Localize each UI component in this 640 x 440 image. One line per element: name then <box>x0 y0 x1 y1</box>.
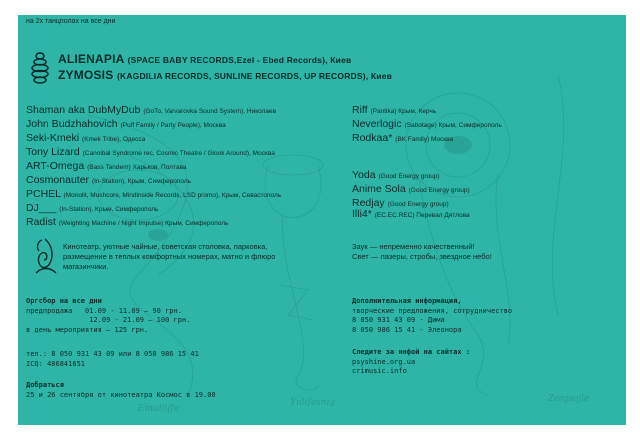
artist-meta: (GoTo, Varvarovka Sound System), Николаев <box>143 108 277 115</box>
site-link[interactable]: psyshine.org.ua <box>352 357 416 366</box>
snail-icon <box>32 237 58 275</box>
venue-line: Кинотеатр, уютные чайные, советская столовка, парковка, <box>63 242 268 251</box>
additional-phone: 8 050 931 43 09 - Дима <box>352 316 445 324</box>
svg-text:Emulliffe: Emulliffe <box>138 404 180 414</box>
artist-row <box>26 216 281 230</box>
artist-meta: (Bass Tandem) Харьков, Полтава <box>87 164 187 171</box>
artist-row <box>352 208 470 222</box>
tickets-title: Оргсбор на все дни <box>26 297 102 305</box>
artist-meta: (In-Station), Крым, Симферополь <box>59 206 159 213</box>
artist-meta: (Kmek Tribe), Одесса <box>82 136 146 143</box>
artist-name: Seki-Kmeki <box>26 132 80 144</box>
svg-text:Zonjsejle: Zonjsejle <box>548 394 590 404</box>
site-link[interactable]: crimusic.info <box>352 367 407 375</box>
artist-row <box>26 160 281 174</box>
artist-row <box>26 188 281 202</box>
headliner-name: ALIENAPIA <box>58 52 125 66</box>
artists-right-mid-list <box>352 169 470 211</box>
artist-meta: (In-Station), Крым, Симферополь <box>91 178 192 185</box>
light-line: Свет — лазеры, стробы, звездное небо! <box>352 252 492 261</box>
headliner-row <box>58 52 351 66</box>
tickets-block <box>26 297 190 335</box>
artist-name: Neverlogic <box>352 118 402 130</box>
flyer <box>18 15 626 425</box>
artist-name: Riff <box>352 104 368 116</box>
artist-meta: (Good Energy group) <box>408 187 470 194</box>
artist-meta: (Good Energy group) <box>378 173 440 180</box>
artist-name: Tony Lizard <box>26 146 80 158</box>
artist-name: Yoda <box>352 169 376 181</box>
sound-light-description <box>352 242 492 262</box>
artist-meta: (Pantika) Крым, Керчь <box>370 108 437 115</box>
tickets-line: 12.09 - 21.09 — 100 грн. <box>26 316 191 324</box>
artist-name: Redjay <box>352 197 385 209</box>
directions-title: Добраться <box>26 381 64 389</box>
artist-name: Rodkaa* <box>352 132 393 144</box>
artist-meta: (Puff Family / Party People), Москва <box>120 122 226 129</box>
phone-line: тел.: 8 050 931 43 09 или 8 050 986 15 41 <box>26 350 199 358</box>
artist-row <box>26 104 281 118</box>
tickets-line: предпродажа 01.09 - 11.09 — 90 грн. <box>26 306 182 315</box>
artist-name: Anime Sola <box>352 183 406 195</box>
additional-title: Дополнительная информация, <box>352 297 462 305</box>
tickets-line: в день мероприятия — 125 грн. <box>26 325 149 334</box>
icq-line: ICQ: 486841651 <box>26 359 86 368</box>
artist-name: Shaman aka DubMyDub <box>26 104 141 116</box>
artist-meta: (Monolit, Mushcore, Mindinside Records, LSD promo), Крым, Севастополь <box>63 192 282 199</box>
artist-name: John Budzhahovich <box>26 118 118 130</box>
headliner-row <box>58 68 392 82</box>
artist-name: Radist <box>26 216 56 228</box>
artist-row <box>352 104 502 118</box>
sound-line: Заук — непременно качественный! <box>352 242 475 251</box>
additional-line: творческие предложения, сотрудничество <box>352 306 513 315</box>
artist-name: PCHEL <box>26 188 61 200</box>
artist-row <box>26 174 281 188</box>
artist-row <box>26 202 281 216</box>
artist-name: Cosmonauter <box>26 174 90 186</box>
artist-meta: (Sabotage) Крым, Симферополь <box>404 122 502 129</box>
artists-right-bottom-list <box>352 208 470 222</box>
artist-row <box>26 132 281 146</box>
venue-line: размещение в теплых комфортных номерах, матно и флюро <box>63 252 276 261</box>
artist-name: DJ___ <box>26 202 57 214</box>
artist-meta: (Good Energy group) <box>387 201 449 208</box>
venue-line: магазинчики. <box>63 262 109 271</box>
headliner-meta: (KAGDILIA RECORDS, SUNLINE RECORDS, UP RECORDS), Киев <box>116 71 393 81</box>
artist-row <box>352 118 502 132</box>
artist-row <box>26 118 281 132</box>
artist-meta: (BK Family) Москва <box>395 136 454 143</box>
follow-block <box>352 348 470 377</box>
directions-text: 25 и 26 сентября от кинотеатра Космос в 19.00 <box>26 390 216 399</box>
top-note: на 2х танцполах на все дни <box>26 18 116 25</box>
venue-description <box>63 242 275 272</box>
artist-row <box>26 146 281 160</box>
additional-phone: 8 050 986 15 41 - Элеонора <box>352 325 462 334</box>
headliner-meta: (SPACE BABY RECORDS,Ezel - Ebed Records), Киев <box>127 55 352 65</box>
artist-row <box>352 169 470 183</box>
contacts-block <box>26 350 199 369</box>
artist-row <box>352 132 502 146</box>
artists-left-list <box>26 104 281 230</box>
artist-row <box>352 183 470 197</box>
artist-meta: (EC.EC.REC) Перевал Дятлова <box>374 212 470 219</box>
artist-meta: (Cannibal Syndrome rec, Cosmic Theatre / Glook Around), Москва <box>82 150 275 157</box>
artist-name: ART-Omega <box>26 160 85 172</box>
artist-meta: (Weighting Machine / Night Impulse) Крым, Симферополь <box>58 220 229 227</box>
follow-title: Следите за инфой на сайтах : <box>352 348 471 356</box>
spiral-shell-icon <box>28 51 52 87</box>
directions-block <box>26 381 216 400</box>
additional-info-block <box>352 297 512 335</box>
artists-right-top-list <box>352 104 502 146</box>
svg-text:Ynlifesnig: Ynlifesnig <box>290 398 336 408</box>
artist-name: Illi4* <box>352 208 372 220</box>
headliner-name: ZYMOSIS <box>58 68 114 82</box>
